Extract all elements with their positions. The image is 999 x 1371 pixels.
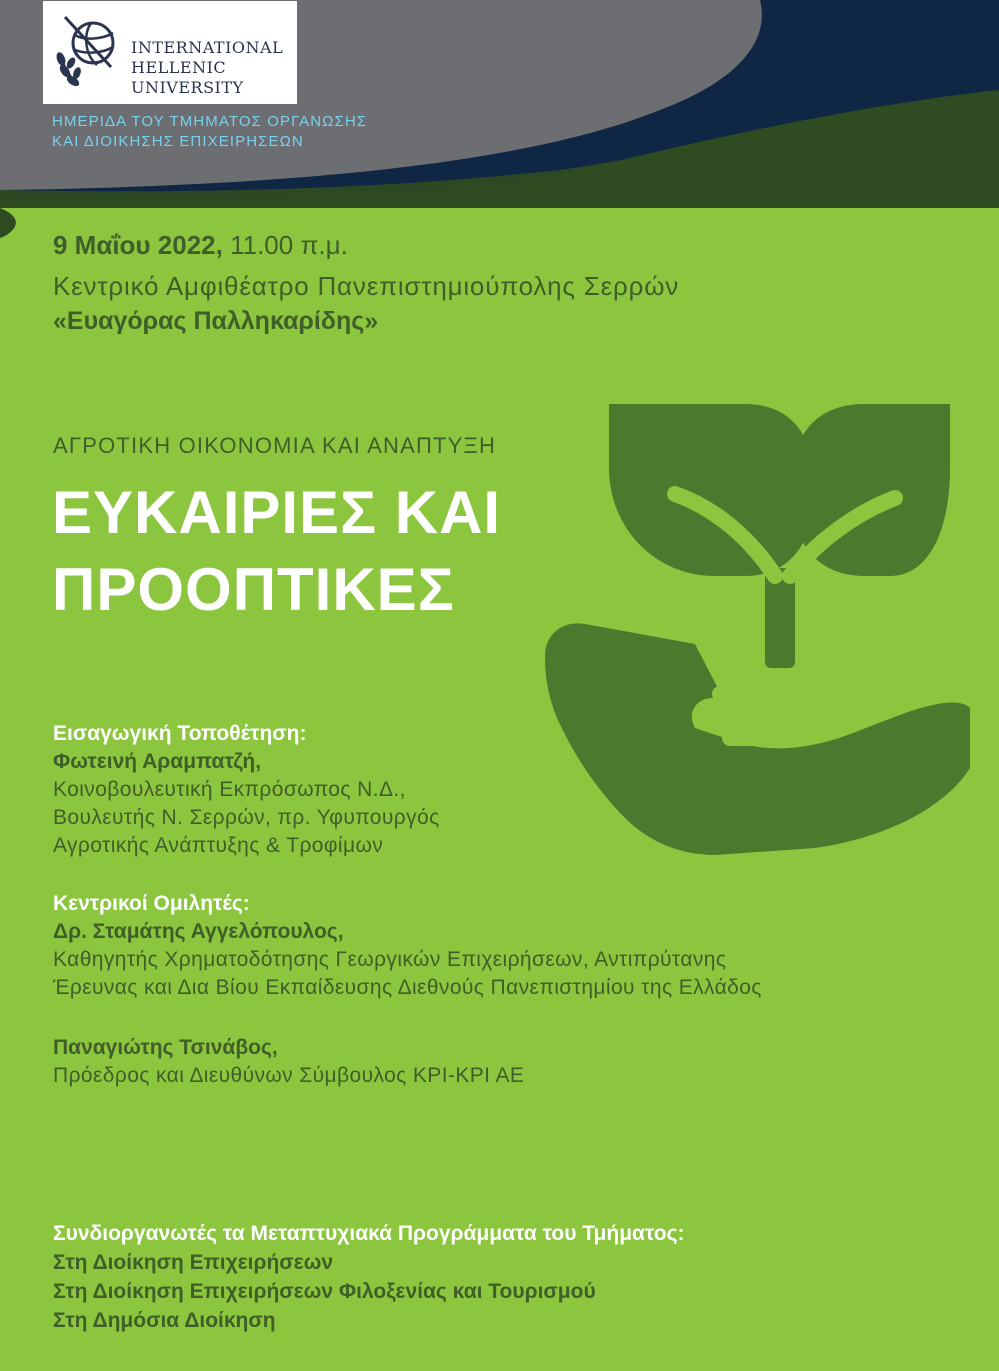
intro-heading: Εισαγωγική Τοποθέτηση: bbox=[53, 722, 307, 745]
event-subtitle: ΑΓΡΟΤΙΚΗ ΟΙΚΟΝΟΜΙΑ ΚΑΙ ΑΝΑΠΤΥΞΗ bbox=[53, 433, 497, 458]
intro-speaker-role-2: Βουλευτής Ν. Σερρών, πρ. Υφυπουργός bbox=[53, 806, 440, 829]
intro-speaker-name: Φωτεινή Αραμπατζή, bbox=[53, 750, 262, 773]
university-name bbox=[131, 38, 283, 98]
logo-line-3: UNIVERSITY bbox=[131, 78, 244, 97]
intro-block bbox=[53, 720, 440, 860]
event-date: 9 Μαΐου 2022, bbox=[53, 230, 223, 260]
keynote-speaker-1-role-1: Καθηγητής Χρηματοδότησης Γεωργικών Επιχειρήσεων, Αντιπρύτανης bbox=[53, 948, 727, 971]
intro-speaker-role-3: Αγροτικής Ανάπτυξης & Τροφίμων bbox=[53, 834, 384, 857]
university-logo bbox=[43, 1, 297, 104]
keynote-speaker-1-name: Δρ. Σταμάτης Αγγελόπουλος, bbox=[53, 920, 344, 943]
organizer-program-3: Στη Δημόσια Διοίκηση bbox=[53, 1309, 276, 1332]
title-line-2: ΠΡΟΟΠΤΙΚΕΣ bbox=[52, 556, 455, 623]
organizer-program-1: Στη Διοίκηση Επιχειρήσεων bbox=[53, 1251, 334, 1274]
keynote-block bbox=[53, 890, 762, 1002]
event-label-line-2: ΚΑΙ ΔΙΟΙΚΗΣΗΣ ΕΠΙΧΕΙΡΗΣΕΩΝ bbox=[52, 133, 304, 150]
organizers-section bbox=[53, 1220, 684, 1335]
plant-in-hand-icon bbox=[545, 398, 970, 855]
event-title bbox=[52, 474, 501, 628]
intro-speaker-role-1: Κοινοβουλευτική Εκπρόσωπος Ν.Δ., bbox=[53, 778, 406, 801]
title-line-1: ΕΥΚΑΙΡΙΕΣ ΚΑΙ bbox=[52, 479, 502, 546]
logo-line-1: INTERNATIONAL bbox=[131, 38, 284, 57]
globe-olive-icon bbox=[51, 13, 121, 95]
logo-line-2: HELLENIC bbox=[131, 58, 227, 77]
organizer-program-2: Στη Διοίκηση Επιχειρήσεων Φιλοξενίας και Τουρισμού bbox=[53, 1280, 596, 1303]
keynote-speaker-1-role-2: Έρευνας και Δια Βίου Εκπαίδευσης Διεθνούς Πανεπιστημίου της Ελλάδος bbox=[53, 976, 762, 999]
keynote-heading: Κεντρικοί Ομιλητές: bbox=[53, 892, 250, 915]
keynote-speaker-2-name: Παναγιώτης Τσινάβος, bbox=[53, 1036, 278, 1059]
event-time: 11.00 π.μ. bbox=[230, 230, 348, 260]
event-label bbox=[52, 112, 367, 152]
keynote-speaker-2-block bbox=[53, 1034, 524, 1090]
event-venue: Κεντρικό Αμφιθέατρο Πανεπιστημιούπολης Σερρών bbox=[53, 271, 680, 301]
keynote-speaker-2-role-1: Πρόεδρος και Διευθύνων Σύμβουλος KPI-KPI AE bbox=[53, 1064, 525, 1087]
event-label-line-1: ΗΜΕΡΙΔΑ ΤΟΥ ΤΜΗΜΑΤΟΣ ΟΡΓΑΝΩΣΗΣ bbox=[52, 113, 368, 130]
organizers-heading: Συνδιοργανωτές τα Μεταπτυχιακά Προγράμματα του Τμήματος: bbox=[53, 1222, 685, 1245]
event-date-time bbox=[53, 230, 348, 261]
event-venue-name: «Ευαγόρας Παλληκαρίδης» bbox=[53, 307, 379, 335]
